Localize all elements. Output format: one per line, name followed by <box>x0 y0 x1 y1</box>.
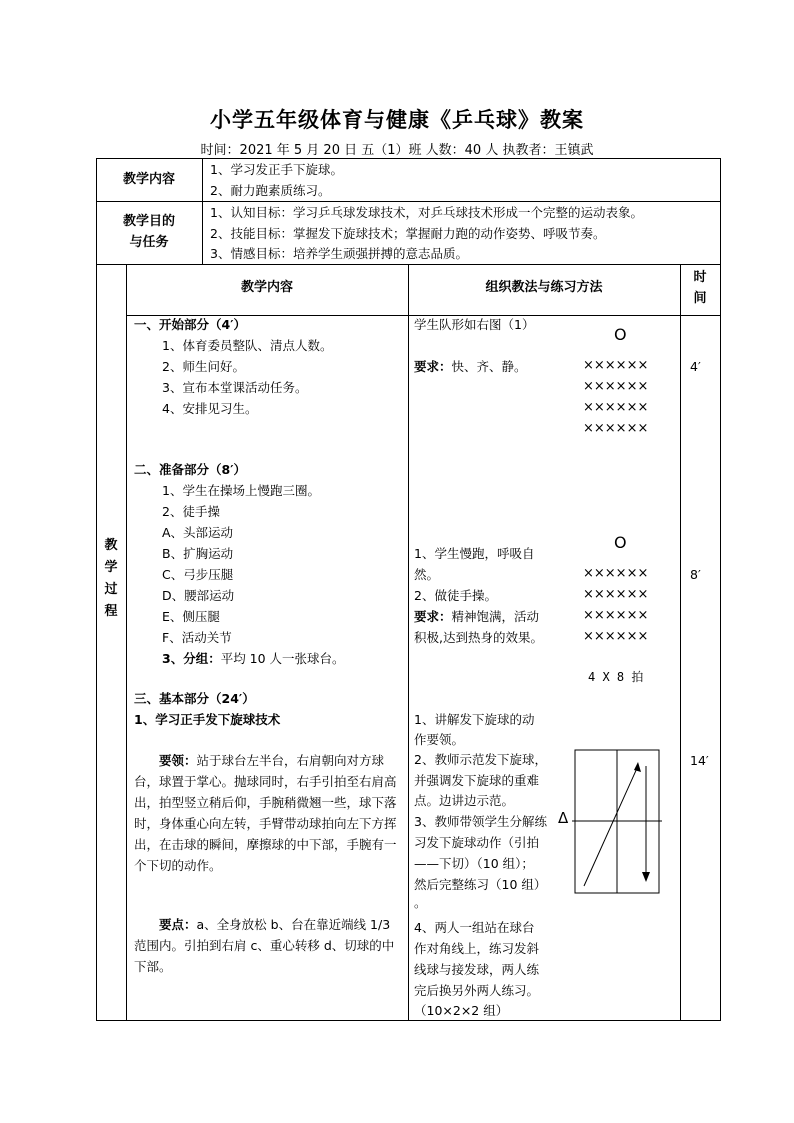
goals-row-label-line1: 教学目的 <box>122 214 175 229</box>
part1-heading: 一、开始部分（4′） <box>134 317 246 332</box>
part2-item: 1、学生在操场上慢跑三圈。 <box>162 483 320 498</box>
table-border-right <box>720 158 721 1021</box>
part3-method: 作对角线上，练习发斜 <box>414 941 540 956</box>
arrow-head-icon <box>642 872 650 882</box>
part1-item: 4、安排见习生。 <box>162 401 258 416</box>
part3-method: （10×2×2 组） <box>414 1003 509 1018</box>
essentials-label: 要领： <box>159 753 197 768</box>
grouping-text: 平均 10 人一张球台。 <box>220 651 345 666</box>
part1-requirement <box>414 356 527 377</box>
teacher-position-mark: O <box>614 325 627 344</box>
requirement-label: 要求： <box>414 359 452 374</box>
student-formation-row: ×××××× <box>583 608 649 623</box>
warmup-move: D、腰部运动 <box>162 588 235 603</box>
part3-method: 。 <box>414 895 427 910</box>
teacher-position-mark: O <box>614 533 627 552</box>
warmup-move: C、弓步压腿 <box>162 567 234 582</box>
part3-method: 作要领。 <box>414 732 465 747</box>
student-formation-row: ×××××× <box>583 587 649 602</box>
requirement-label: 要求： <box>414 609 452 624</box>
points-paragraph <box>134 914 404 977</box>
table-border-top <box>96 158 721 159</box>
process-label-char: 学 <box>104 560 118 575</box>
part3-method: 1、讲解发下旋球的动 <box>414 712 535 727</box>
part3-subheading: 1、学习正手发下旋球技术 <box>134 712 281 727</box>
header-content: 教学内容 <box>240 280 293 295</box>
part3-method: 完后换另外两人练习。 <box>414 983 540 998</box>
process-column-divider <box>126 264 127 1021</box>
table-border-left <box>96 158 97 1021</box>
goal-item: 2、技能目标：掌握发下旋球技术；掌握耐力跑的动作姿势、呼吸节奏。 <box>210 226 606 241</box>
goals-row-label-line2: 与任务 <box>129 235 169 250</box>
content-item: 2、耐力跑素质练习。 <box>210 183 331 198</box>
part2-time: 8′ <box>690 567 701 582</box>
process-label-char: 教 <box>104 538 118 553</box>
arrow-head-icon <box>634 762 641 772</box>
part2-item <box>162 648 345 669</box>
part3-method: ——下切）（10 组）； <box>414 856 534 871</box>
part3-heading: 三、基本部分（24′） <box>134 691 255 706</box>
process-label <box>101 535 121 623</box>
part3-method: 3、教师带领学生分解练 <box>414 814 547 829</box>
label-column-divider <box>202 158 203 265</box>
warmup-move: F、活动关节 <box>162 630 232 645</box>
process-label-char: 程 <box>104 604 118 619</box>
warmup-move: B、扩胸运动 <box>162 546 234 561</box>
part1-method: 学生队形如右图（1） <box>414 317 535 332</box>
part3-method: 点。边讲边示范。 <box>414 793 515 808</box>
requirement-text: 精神饱满，活动 <box>451 609 540 624</box>
part2-method: 然。 <box>414 567 440 582</box>
part3-method: 并强调发下旋球的重难 <box>414 773 540 788</box>
part3-method: 习发下旋球动作（引拍 <box>414 835 540 850</box>
part2-method: 2、做徒手操。 <box>414 588 497 603</box>
part3-method: 2、教师示范发下旋球， <box>414 752 547 767</box>
essentials-paragraph <box>134 750 404 876</box>
student-formation-row: ×××××× <box>583 358 649 373</box>
part2-requirement-cont: 积极,达到热身的效果。 <box>414 630 543 645</box>
header-time-line1: 时 <box>693 270 707 285</box>
page-title: 小学五年级体育与健康《乒乓球》教案 <box>210 108 584 132</box>
warmup-move: A、头部运动 <box>162 525 234 540</box>
content-item: 1、学习发正手下旋球。 <box>210 162 343 177</box>
points-label: 要点： <box>159 917 197 932</box>
content-method-divider <box>408 264 409 1021</box>
requirement-text: 快、齐、静。 <box>451 359 527 374</box>
goal-item: 1、认知目标：学习乒乓球发球技术，对乒乓球技术形成一个完整的运动表象。 <box>210 205 643 220</box>
content-row-label: 教学内容 <box>122 172 175 187</box>
part3-method: 4、两人一组站在球台 <box>414 920 535 935</box>
part1-item: 1、体育委员整队、清点人数。 <box>162 338 333 353</box>
part3-method: 线球与接发球，两人练 <box>414 962 540 977</box>
essentials-text: 站于球台左半台，右肩朝向对方球台，球置于掌心。抛球同时，右手引拍至右肩高出，拍型竖立稍后仰，手腕稍微翘一些，球下落时，身体重心向左转，手臂带动球拍向左下方挥出，在击球的瞬间，摩擦球的中下部，手腕有一个下切的动作。 <box>134 753 397 873</box>
part1-item: 2、师生问好。 <box>162 359 245 374</box>
serve-path-arrow <box>584 766 638 886</box>
page-subtitle: 时间：2021 年 5 月 20 日 五（1）班 人数：40 人 执教者：王镇武 <box>200 143 594 158</box>
student-formation-row: ×××××× <box>583 400 649 415</box>
header-method: 组织教法与练习方法 <box>485 280 603 295</box>
student-formation-row: ×××××× <box>583 566 649 581</box>
process-label-char: 过 <box>104 582 118 597</box>
student-formation-row: ×××××× <box>583 629 649 644</box>
goal-item: 3、情感目标：培养学生顽强拼搏的意志品质。 <box>210 246 468 261</box>
header-time-line2: 间 <box>693 291 707 306</box>
part3-time: 14′ <box>690 753 709 768</box>
student-formation-row: ×××××× <box>583 421 649 436</box>
table-tennis-diagram <box>572 748 662 896</box>
part2-item: 2、徒手操 <box>162 504 220 519</box>
grouping-label: 3、分组： <box>162 651 221 666</box>
part2-requirement <box>414 606 539 627</box>
part1-item: 3、宣布本堂课活动任务。 <box>162 380 308 395</box>
method-time-divider <box>680 264 681 1021</box>
points-text: a、全身放松 b、台在靠近端线 1/3 范围内。引拍到右肩 c、重心转移 d、切球的中下部。 <box>134 917 395 974</box>
beats-count: 4 X 8 拍 <box>588 670 644 684</box>
student-formation-row: ×××××× <box>583 379 649 394</box>
warmup-move: E、侧压腿 <box>162 609 220 624</box>
part1-time: 4′ <box>690 359 701 374</box>
player-triangle-mark: Δ <box>558 809 569 827</box>
part2-method: 1、学生慢跑，呼吸自 <box>414 546 535 561</box>
part2-heading: 二、准备部分（8′） <box>134 462 246 477</box>
part3-method: 然后完整练习（10 组） <box>414 877 547 892</box>
